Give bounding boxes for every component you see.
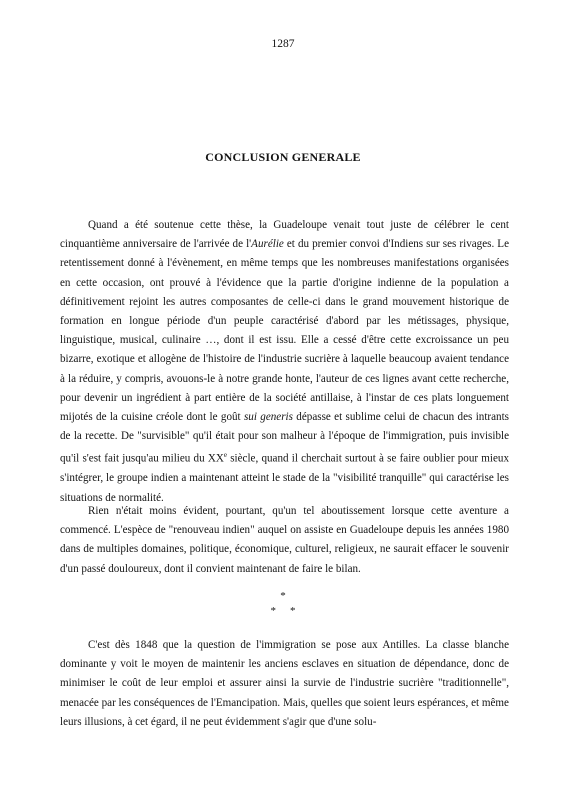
chapter-title: CONCLUSION GENERALE [205, 150, 361, 164]
century-superscript: e [223, 451, 227, 460]
ship-name-italic: Aurélie [251, 238, 284, 251]
paragraph-1-part-4: siècle, quand il cherchait surtout à se faire oublier pour mieux s'intégrer, le groupe indien a maintenant atteint le stade de la "visibilité tranquille" qui caractérise les situations de normalité. [60, 453, 509, 504]
asterism-bottom [0, 605, 566, 617]
paragraph-1-part-1: Quand a été soutenue cette thèse, la Guadeloupe venait tout juste de célébrer le cent cinquantième anniversaire de l'arrivée de l' [60, 219, 509, 251]
asterism-star-left: * [270, 605, 276, 617]
paragraph-1-part-3: dépasse et sublime celui de chacun des intrants de la recette. De "survisible" qu'il était pour son malheur à l'époque de l'immigration, puis invisible qu'il s'est fait jusqu'au milieu du XX [60, 411, 509, 466]
asterism-star-right: * [290, 605, 296, 617]
asterism-top [0, 590, 566, 602]
paragraph-1 [60, 216, 509, 508]
paragraph-1-text [60, 216, 509, 508]
paragraph-3 [60, 636, 509, 732]
page-number: 1287 [271, 38, 295, 50]
paragraph-2 [60, 502, 509, 579]
asterism-star-top: * [280, 590, 286, 602]
paragraph-3-text: C'est dès 1848 que la question de l'immigration se pose aux Antilles. La classe blanche dominante y voit le moyen de maintenir les anciens esclaves en situation de dépendance, donc de minimiser le coût de leur emploi et assurer ainsi la survie de l'industrie sucrière "traditionnelle", menacée par les conséquences de l'Emancipation. Mais, quelles que soient leurs espérances, et même leurs illusions, à cet égard, il ne peut évidemment s'agir que d'une solu- [60, 639, 509, 728]
paragraph-1-part-2: et du premier convoi d'Indiens sur ses rivages. Le retentissement donné à l'évènement, en même temps que les nombreuses manifestations organisées en cette occasion, ont prouvé à l'évidence que la partie d'origine indienne de la population a définitivement rejoint les autres composantes de celle-ci dans le grand mouvement historique de formation en longue période d'un peuple caractérisé d'abord par les métissages, physique, linguistique, musical, culinaire …, dont il est issu. Elle a cessé d'être cette excroissance un peu bizarre, exotique et allogène de l'histoire de l'industrie sucrière à laquelle beaucoup avaient tendance à la réduire, y compris, avouons-le à notre grande honte, l'auteur de ces lignes avant cette recherche, pour devenir un ingrédient à part entière de la société antillaise, à l'instar de ces plats longuement mijotés de la cuisine créole dont le goût [60, 238, 509, 424]
sui-generis-italic: sui generis [243, 411, 293, 424]
paragraph-2-text: Rien n'était moins évident, pourtant, qu'un tel aboutissement lorsque cette aventure a commencé. L'espèce de "renouveau indien" auquel on assiste en Guadeloupe depuis les années 1980 dans de multiples domaines, politique, économique, culturel, religieux, ne saurait effacer le souvenir d'un passé douloureux, dont il convient maintenant de faire le bilan. [60, 505, 509, 575]
